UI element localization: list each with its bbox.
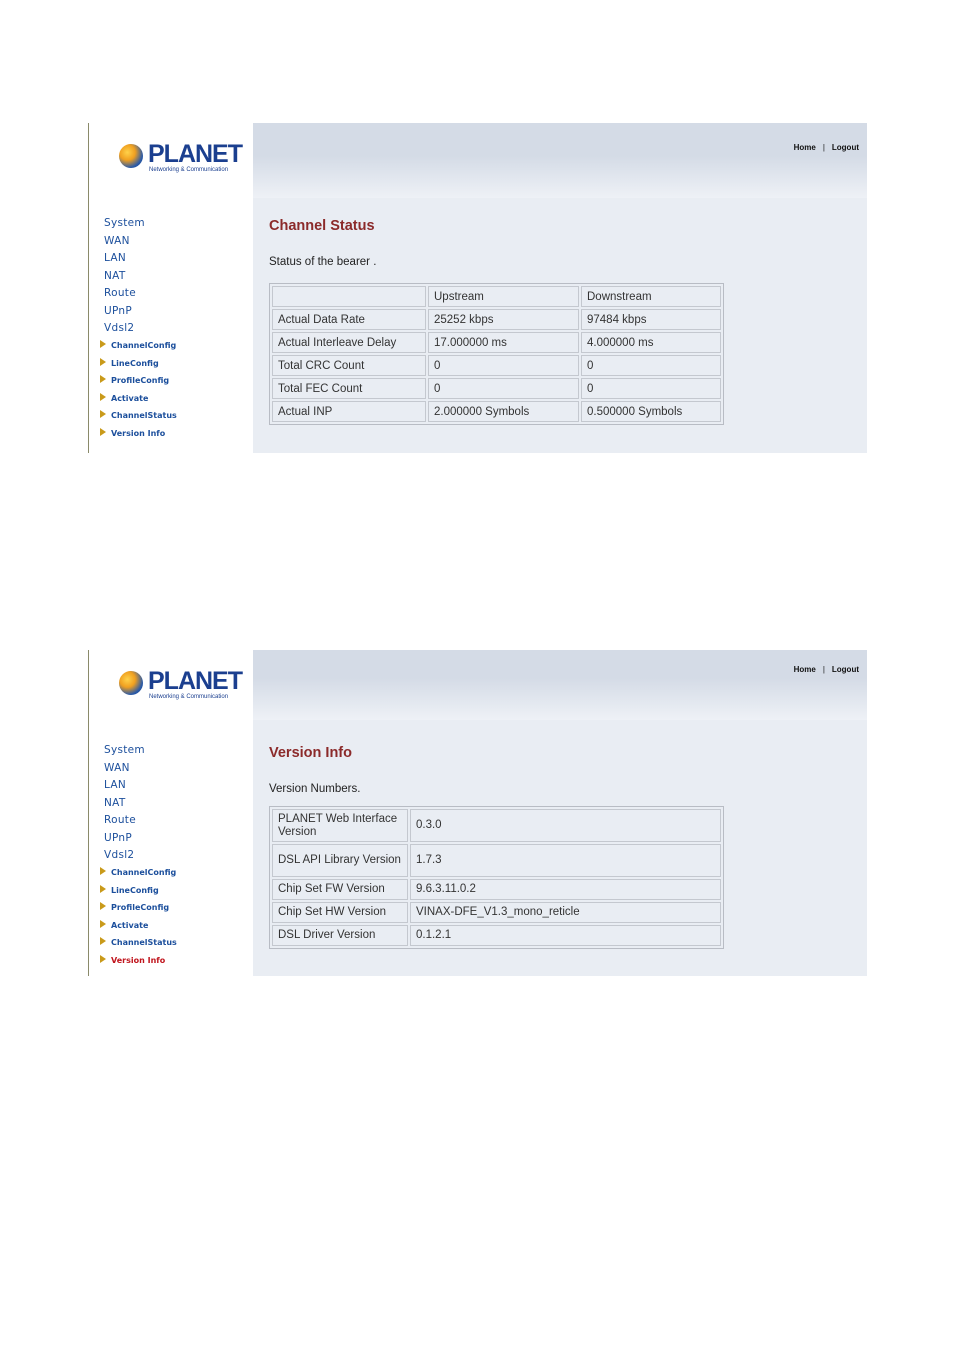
page-title: Channel Status <box>269 218 375 234</box>
table-row <box>272 879 721 900</box>
row-label: Chip Set FW Version <box>272 879 408 900</box>
row-value: 9.6.3.11.0.2 <box>410 879 721 900</box>
top-links <box>794 143 859 152</box>
nav-item-vdsl2[interactable]: Vdsl2 <box>104 322 135 334</box>
row-label: Chip Set HW Version <box>272 902 408 923</box>
subnav-profileconfig[interactable] <box>100 372 177 390</box>
row-value: 0.3.0 <box>410 809 721 842</box>
table-row <box>272 925 721 946</box>
main-menu <box>104 215 145 338</box>
row-label: Actual Data Rate <box>272 309 426 330</box>
subnav-channelstatus[interactable] <box>100 934 177 952</box>
downstream-value: 0 <box>581 378 721 399</box>
top-links <box>794 665 859 674</box>
subnav-channelstatus[interactable] <box>100 407 177 425</box>
nav-item-wan[interactable]: WAN <box>104 234 130 247</box>
row-value: VINAX-DFE_V1.3_mono_reticle <box>410 902 721 923</box>
page-subtitle: Version Numbers. <box>269 783 361 795</box>
version-info-table <box>269 806 724 949</box>
logout-link[interactable]: Logout <box>831 665 859 674</box>
planet-logo <box>119 667 242 706</box>
downstream-value: 4.000000 ms <box>581 332 721 353</box>
nav-item-system[interactable]: System <box>104 744 145 756</box>
home-link[interactable]: Home <box>793 665 816 674</box>
upstream-value: 2.000000 Symbols <box>428 401 579 422</box>
downstream-value: 0 <box>581 355 721 376</box>
nav-item-nat[interactable]: NAT <box>104 269 126 282</box>
content-panel <box>253 650 867 976</box>
header-band <box>253 678 867 720</box>
sidebar <box>88 123 254 453</box>
page-subtitle: Status of the bearer . <box>269 256 377 268</box>
upstream-value: 0 <box>428 355 579 376</box>
table-row <box>272 355 721 376</box>
row-label: DSL API Library Version <box>272 844 408 877</box>
triangle-bullet-icon <box>100 375 106 383</box>
row-label: Total FEC Count <box>272 378 426 399</box>
triangle-bullet-icon <box>100 937 106 945</box>
subnav-versioninfo[interactable] <box>100 425 177 443</box>
row-label: DSL Driver Version <box>272 925 408 946</box>
upstream-value: 0 <box>428 378 579 399</box>
nav-item-route[interactable]: Route <box>104 814 136 826</box>
row-label: Total CRC Count <box>272 355 426 376</box>
globe-icon <box>119 671 143 695</box>
triangle-bullet-icon <box>100 902 106 910</box>
nav-item-vdsl2[interactable]: Vdsl2 <box>104 849 135 861</box>
subnav-channelconfig[interactable] <box>100 864 177 882</box>
version-info-screen <box>88 650 867 976</box>
triangle-bullet-icon <box>100 885 106 893</box>
nav-item-upnp[interactable]: UPnP <box>104 304 133 317</box>
vdsl2-submenu <box>100 337 177 442</box>
nav-item-lan[interactable]: LAN <box>104 779 127 791</box>
planet-logo <box>119 140 242 179</box>
subnav-label: ProfileConfig <box>111 376 170 385</box>
subnav-lineconfig[interactable] <box>100 355 177 373</box>
brand-tagline: Networking & Communication <box>149 167 229 173</box>
channel-status-screen <box>88 123 867 453</box>
table-row <box>272 809 721 842</box>
top-bar <box>253 123 867 156</box>
nav-item-nat[interactable]: NAT <box>104 796 126 809</box>
home-link[interactable]: Home <box>793 143 816 152</box>
brand-tagline: Networking & Communication <box>149 694 229 700</box>
nav-item-system[interactable]: System <box>104 217 145 229</box>
content-panel <box>253 123 867 453</box>
brand-name: PLANET <box>148 667 242 695</box>
subnav-label: Activate <box>111 920 149 930</box>
row-label: Actual INP <box>272 401 426 422</box>
table-row <box>272 332 721 353</box>
main-menu <box>104 742 145 865</box>
link-separator: | <box>822 143 825 152</box>
table-row <box>272 902 721 923</box>
row-value: 1.7.3 <box>410 844 721 877</box>
brand-name: PLANET <box>148 140 242 168</box>
nav-item-lan[interactable]: LAN <box>104 252 127 264</box>
triangle-bullet-icon <box>100 955 106 963</box>
subnav-label: ChannelConfig <box>111 868 177 877</box>
subnav-label: ChannelStatus <box>111 411 177 420</box>
row-label: Actual Interleave Delay <box>272 332 426 353</box>
triangle-bullet-icon <box>100 340 106 348</box>
subnav-versioninfo[interactable] <box>100 952 177 970</box>
globe-icon <box>119 144 143 168</box>
subnav-channelconfig[interactable] <box>100 337 177 355</box>
downstream-value: 97484 kbps <box>581 309 721 330</box>
page-title: Version Info <box>269 745 352 761</box>
table-header-row <box>272 286 721 307</box>
subnav-label: Version Info <box>111 955 166 965</box>
row-value: 0.1.2.1 <box>410 925 721 946</box>
upstream-value: 17.000000 ms <box>428 332 579 353</box>
channel-status-table <box>269 283 724 425</box>
nav-item-upnp[interactable]: UPnP <box>104 831 133 844</box>
top-bar <box>253 650 867 678</box>
triangle-bullet-icon <box>100 358 106 366</box>
nav-item-wan[interactable]: WAN <box>104 761 130 774</box>
downstream-value: 0.500000 Symbols <box>581 401 721 422</box>
header-cell: Upstream <box>428 286 579 307</box>
subnav-label: ChannelStatus <box>111 938 177 947</box>
triangle-bullet-icon <box>100 867 106 875</box>
subnav-activate[interactable] <box>100 390 177 408</box>
subnav-label: Activate <box>111 393 149 403</box>
row-label: PLANET Web Interface Version <box>272 809 408 842</box>
sidebar <box>88 650 254 976</box>
logout-link[interactable]: Logout <box>831 143 859 152</box>
subnav-label: ChannelConfig <box>111 341 177 350</box>
triangle-bullet-icon <box>100 410 106 418</box>
subnav-profileconfig[interactable] <box>100 899 177 917</box>
upstream-value: 25252 kbps <box>428 309 579 330</box>
triangle-bullet-icon <box>100 920 106 928</box>
subnav-activate[interactable] <box>100 917 177 935</box>
subnav-label: ProfileConfig <box>111 903 170 912</box>
header-band <box>253 156 867 198</box>
header-cell <box>272 286 426 307</box>
table-row <box>272 378 721 399</box>
subnav-label: LineConfig <box>111 358 159 368</box>
triangle-bullet-icon <box>100 393 106 401</box>
table-row <box>272 309 721 330</box>
subnav-lineconfig[interactable] <box>100 882 177 900</box>
link-separator: | <box>822 665 825 674</box>
subnav-label: LineConfig <box>111 885 159 895</box>
subnav-label: Version Info <box>111 428 166 438</box>
triangle-bullet-icon <box>100 428 106 436</box>
table-row <box>272 844 721 877</box>
vdsl2-submenu <box>100 864 177 969</box>
header-cell: Downstream <box>581 286 721 307</box>
table-row <box>272 401 721 422</box>
nav-item-route[interactable]: Route <box>104 287 136 299</box>
